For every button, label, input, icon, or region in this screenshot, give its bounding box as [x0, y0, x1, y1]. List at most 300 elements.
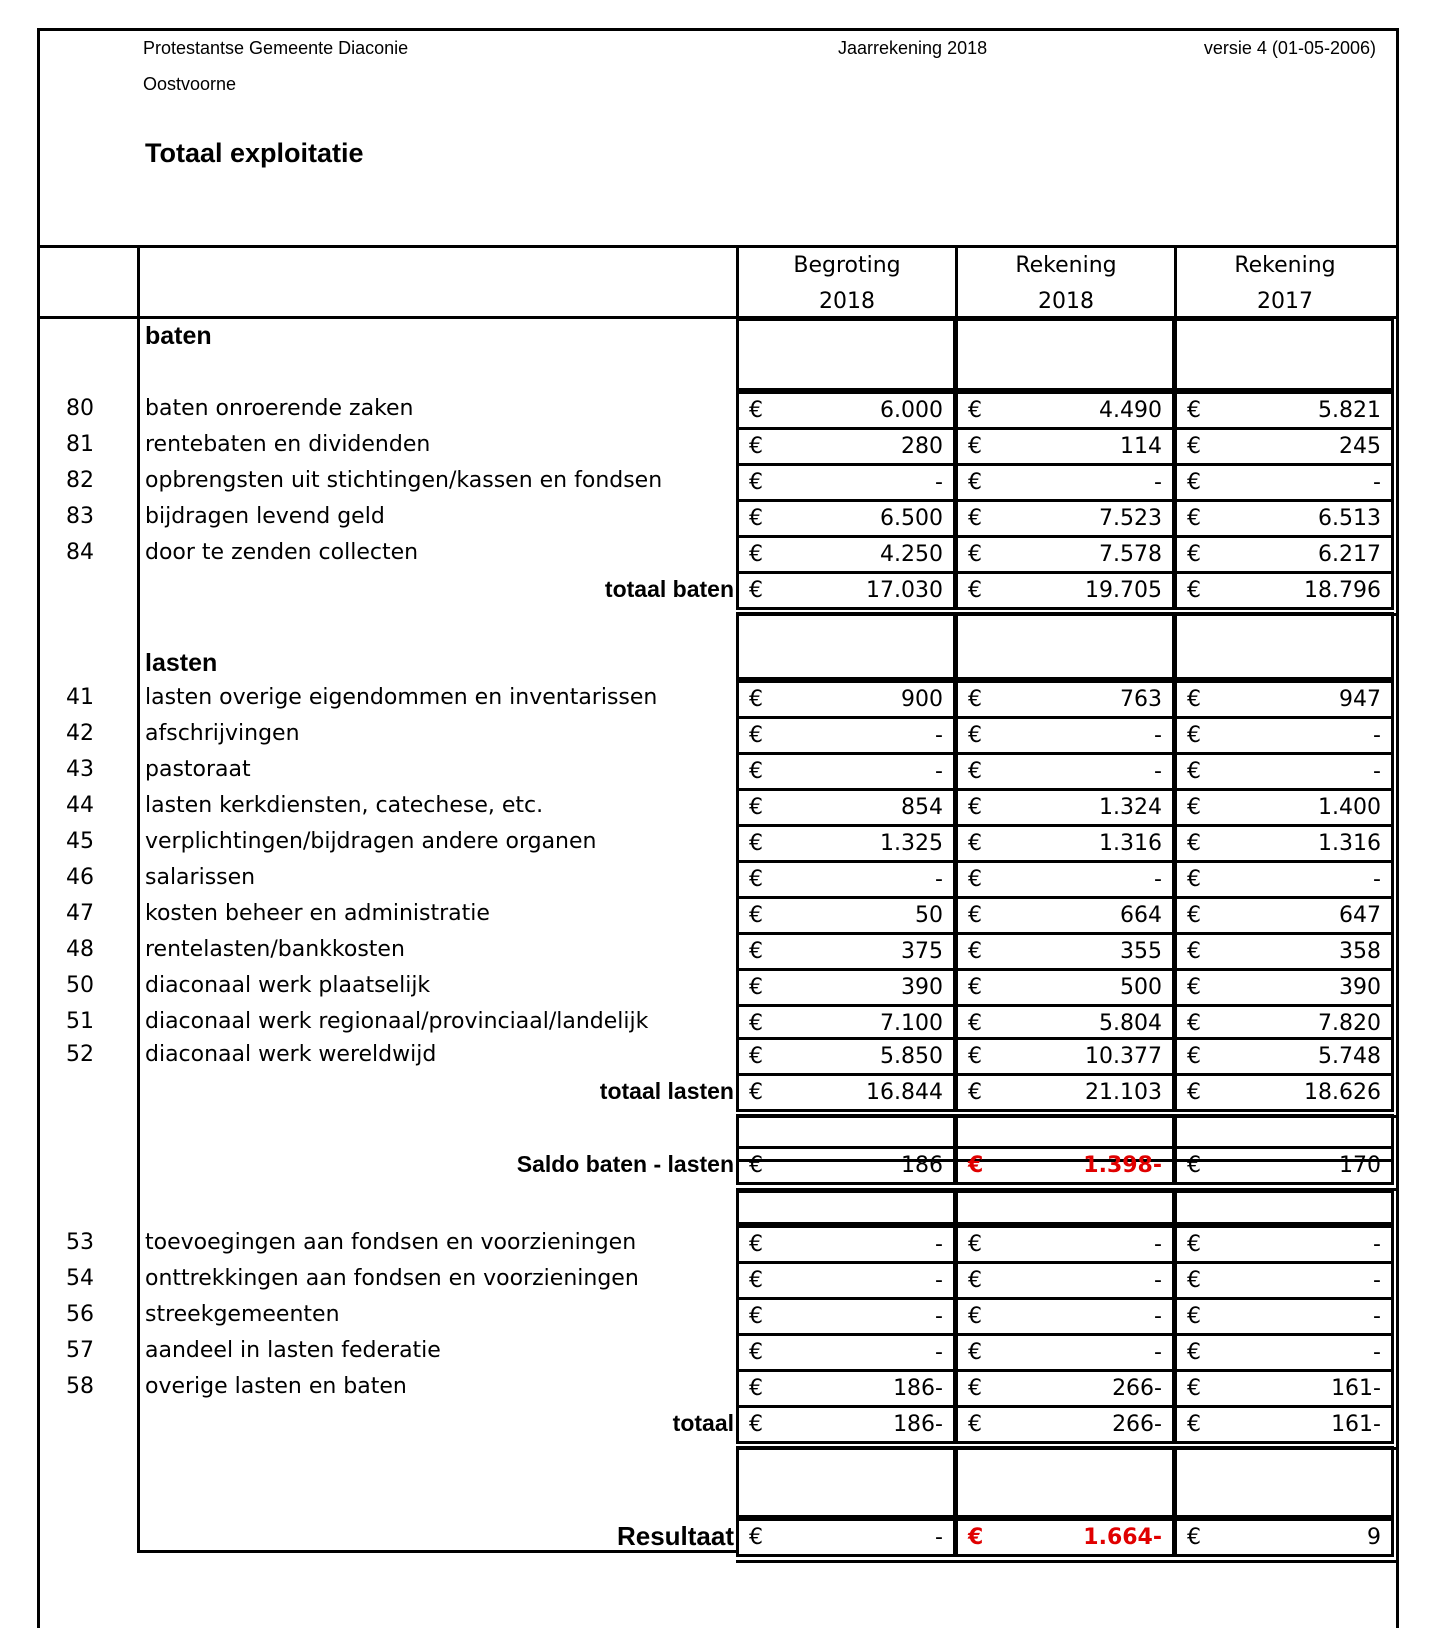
- row-description: opbrengsten uit stichtingen/kassen en fondsen: [145, 468, 663, 493]
- total-row: [0, 571, 1434, 607]
- row-description: pastoraat: [145, 757, 251, 782]
- row-description: rentebaten en dividenden: [145, 432, 431, 457]
- amount: -: [1154, 723, 1162, 748]
- value-cell: [736, 752, 956, 788]
- euro-sign: €: [1187, 1011, 1201, 1036]
- value-cell: [736, 896, 956, 932]
- euro-sign: €: [1187, 1525, 1201, 1550]
- table-row: [0, 1369, 1434, 1405]
- value-cell: [736, 1225, 956, 1261]
- row-code: 57: [66, 1338, 94, 1363]
- euro-sign: €: [968, 759, 982, 784]
- row-code: 46: [66, 865, 94, 890]
- amount: 1.400: [1318, 795, 1381, 820]
- value-cell: [736, 1004, 956, 1040]
- table-row: [0, 391, 1434, 427]
- row-description: door te zenden collecten: [145, 540, 419, 565]
- euro-sign: €: [968, 578, 982, 603]
- blank-cell: [736, 1190, 956, 1225]
- value-cell: [955, 716, 1175, 752]
- amount: -: [935, 1304, 943, 1329]
- value-cell: [1174, 535, 1394, 571]
- value-cell: [955, 499, 1175, 535]
- col-header-begroting: Begroting 2018: [793, 253, 901, 314]
- amount: 17.030: [866, 578, 943, 603]
- table-row: [0, 535, 1434, 571]
- row-description: diaconaal werk regionaal/provinciaal/landelijk: [145, 1009, 649, 1034]
- value-cell: [1174, 427, 1394, 463]
- table-row: [0, 752, 1434, 788]
- amount: 854: [901, 795, 943, 820]
- value-cell: [955, 1225, 1175, 1261]
- amount: 186-: [893, 1376, 943, 1401]
- amount: -: [935, 759, 943, 784]
- amount: 266-: [1112, 1376, 1162, 1401]
- euro-sign: €: [968, 723, 982, 748]
- euro-sign: €: [968, 470, 982, 495]
- value-cell: [1174, 1004, 1394, 1040]
- page-title: Totaal exploitatie: [145, 138, 364, 168]
- row-description: toevoegingen aan fondsen en voorzieningen: [145, 1230, 637, 1255]
- value-cell: [1174, 896, 1394, 932]
- amount: 390: [901, 975, 943, 1000]
- value-cell: [736, 680, 956, 716]
- euro-sign: €: [1187, 542, 1201, 567]
- value-cell: [736, 535, 956, 571]
- value-cell: [1174, 1369, 1394, 1405]
- value-cell: [736, 1146, 956, 1185]
- row-description: diaconaal werk wereldwijd: [145, 1042, 437, 1067]
- double-underline: [736, 1560, 1396, 1563]
- blank-cell: [736, 318, 956, 391]
- value-cell: [1174, 1146, 1394, 1185]
- org-name: Protestantse Gemeente Diaconie: [143, 38, 409, 58]
- row-description: baten onroerende zaken: [145, 396, 414, 421]
- amount: -: [935, 470, 943, 495]
- value-cell: [736, 1369, 956, 1405]
- value-cell: [736, 824, 956, 860]
- value-cell: [736, 1405, 956, 1444]
- value-cell: [955, 932, 1175, 968]
- euro-sign: €: [749, 939, 763, 964]
- table-row: [0, 463, 1434, 499]
- euro-sign: €: [749, 975, 763, 1000]
- col-header-rekening-2018: Rekening 2018: [1015, 253, 1117, 314]
- version-label: versie 4 (01-05-2006): [1203, 38, 1376, 58]
- value-cell: [1174, 1261, 1394, 1297]
- table-row: [0, 860, 1434, 896]
- amount: 900: [901, 687, 943, 712]
- euro-sign: €: [968, 1340, 982, 1365]
- euro-sign: €: [968, 1268, 982, 1293]
- euro-sign: €: [1187, 1044, 1201, 1069]
- blank-cell: [1174, 1446, 1394, 1518]
- euro-sign: €: [749, 1232, 763, 1257]
- euro-sign: €: [968, 795, 982, 820]
- row-description: bijdragen levend geld: [145, 504, 385, 529]
- amount: 647: [1339, 903, 1381, 928]
- amount: -: [935, 1340, 943, 1365]
- amount: 18.626: [1304, 1080, 1381, 1105]
- row-code: 47: [66, 901, 94, 926]
- value-cell: [1174, 968, 1394, 1004]
- row-code: 41: [66, 685, 94, 710]
- euro-sign: €: [968, 1232, 982, 1257]
- value-cell: [736, 716, 956, 752]
- value-cell: [1174, 788, 1394, 824]
- table-row: [0, 680, 1434, 716]
- euro-sign: €: [749, 542, 763, 567]
- euro-sign: €: [1187, 1153, 1201, 1178]
- amount: -: [935, 1232, 943, 1257]
- euro-sign: €: [968, 398, 982, 423]
- value-cell: [1174, 1037, 1394, 1073]
- table-row: [0, 1037, 1434, 1073]
- table-row: [0, 1297, 1434, 1333]
- euro-sign: €: [968, 1011, 982, 1036]
- euro-sign: €: [968, 1044, 982, 1069]
- row-description: overige lasten en baten: [145, 1374, 407, 1399]
- row-description: kosten beheer en administratie: [145, 901, 490, 926]
- amount: 1.398-: [1083, 1153, 1162, 1178]
- document-name: Jaarrekening 2018: [838, 38, 988, 58]
- euro-sign: €: [1187, 795, 1201, 820]
- euro-sign: €: [749, 470, 763, 495]
- euro-sign: €: [968, 867, 982, 892]
- amount: -: [1373, 1268, 1381, 1293]
- value-cell: [955, 463, 1175, 499]
- row-description: verplichtingen/bijdragen andere organen: [145, 829, 597, 854]
- euro-sign: €: [968, 506, 982, 531]
- euro-sign: €: [749, 723, 763, 748]
- value-cell: [1174, 1073, 1394, 1112]
- value-cell: [955, 1261, 1175, 1297]
- value-cell: [955, 571, 1175, 610]
- value-cell: [736, 1518, 956, 1557]
- value-cell: [736, 463, 956, 499]
- euro-sign: €: [1187, 759, 1201, 784]
- euro-sign: €: [968, 1376, 982, 1401]
- value-cell: [955, 1405, 1175, 1444]
- value-cell: [955, 1297, 1175, 1333]
- amount: 18.796: [1304, 578, 1381, 603]
- value-cell: [955, 1518, 1175, 1557]
- euro-sign: €: [1187, 1304, 1201, 1329]
- amount: 355: [1120, 939, 1162, 964]
- value-cell: [955, 1369, 1175, 1405]
- value-cell: [736, 391, 956, 427]
- amount: 245: [1339, 434, 1381, 459]
- euro-sign: €: [1187, 1080, 1201, 1105]
- value-cell: [736, 1333, 956, 1369]
- euro-sign: €: [749, 1304, 763, 1329]
- blank-cell: [955, 612, 1175, 680]
- value-cell: [1174, 499, 1394, 535]
- value-cell: [736, 1261, 956, 1297]
- value-cell: [1174, 463, 1394, 499]
- row-code: 81: [66, 432, 94, 457]
- blank-cell: [1174, 612, 1394, 680]
- value-cell: [736, 1073, 956, 1112]
- total-row: [0, 1405, 1434, 1441]
- row-code: 44: [66, 793, 94, 818]
- amount: 763: [1120, 687, 1162, 712]
- blank-cell: [955, 1190, 1175, 1225]
- euro-sign: €: [1187, 687, 1201, 712]
- row-description: diaconaal werk plaatselijk: [145, 973, 431, 998]
- row-code: 82: [66, 468, 94, 493]
- euro-sign: €: [1187, 578, 1201, 603]
- row-code: 54: [66, 1266, 94, 1291]
- euro-sign: €: [968, 1525, 984, 1550]
- value-cell: [1174, 391, 1394, 427]
- amount: 4.490: [1099, 398, 1162, 423]
- amount: -: [935, 723, 943, 748]
- euro-sign: €: [1187, 903, 1201, 928]
- amount: 1.316: [1099, 831, 1162, 856]
- value-cell: [736, 571, 956, 610]
- euro-sign: €: [1187, 470, 1201, 495]
- row-description: streekgemeenten: [145, 1302, 340, 1327]
- row-code: 84: [66, 540, 94, 565]
- euro-sign: €: [968, 831, 982, 856]
- amount: -: [1373, 1304, 1381, 1329]
- amount: -: [1373, 723, 1381, 748]
- amount: 6.000: [880, 398, 943, 423]
- euro-sign: €: [749, 1044, 763, 1069]
- table-row: [0, 788, 1434, 824]
- row-code: 45: [66, 829, 94, 854]
- table-row: [0, 1333, 1434, 1369]
- value-cell: [955, 680, 1175, 716]
- row-code: 50: [66, 973, 94, 998]
- row-description: onttrekkingen aan fondsen en voorzieningen: [145, 1266, 639, 1291]
- amount: -: [1154, 1304, 1162, 1329]
- euro-sign: €: [1187, 398, 1201, 423]
- euro-sign: €: [1187, 723, 1201, 748]
- amount: 7.578: [1099, 542, 1162, 567]
- euro-sign: €: [968, 542, 982, 567]
- value-cell: [736, 860, 956, 896]
- place-name: Oostvoorne: [143, 74, 237, 94]
- euro-sign: €: [749, 1340, 763, 1365]
- value-cell: [1174, 860, 1394, 896]
- row-description: salarissen: [145, 865, 256, 890]
- value-cell: [955, 968, 1175, 1004]
- value-cell: [736, 968, 956, 1004]
- total-label: Resultaat: [616, 1521, 734, 1551]
- table-row: [0, 1261, 1434, 1297]
- euro-sign: €: [1187, 506, 1201, 531]
- value-cell: [1174, 716, 1394, 752]
- amount: 280: [901, 434, 943, 459]
- row-code: 48: [66, 937, 94, 962]
- row-code: 83: [66, 504, 94, 529]
- value-cell: [1174, 1405, 1394, 1444]
- amount: 9: [1367, 1525, 1381, 1550]
- amount: 50: [915, 903, 943, 928]
- euro-sign: €: [749, 578, 763, 603]
- section-label: baten: [145, 322, 212, 350]
- value-cell: [736, 788, 956, 824]
- amount: 1.325: [880, 831, 943, 856]
- table-row: [0, 427, 1434, 463]
- blank-cell: [736, 1446, 956, 1518]
- row-code: 51: [66, 1009, 94, 1034]
- amount: 947: [1339, 687, 1381, 712]
- value-cell: [736, 932, 956, 968]
- value-cell: [955, 427, 1175, 463]
- amount: -: [1373, 1232, 1381, 1257]
- amount: 10.377: [1085, 1044, 1162, 1069]
- euro-sign: €: [749, 1153, 763, 1178]
- table-row: [0, 1004, 1434, 1040]
- amount: 1.316: [1318, 831, 1381, 856]
- amount: 664: [1120, 903, 1162, 928]
- col-header-rekening-2017: Rekening 2017: [1234, 253, 1336, 314]
- blank-cell: [1174, 318, 1394, 391]
- euro-sign: €: [749, 1412, 763, 1437]
- amount: 7.100: [880, 1011, 943, 1036]
- amount: -: [1154, 1340, 1162, 1365]
- amount: -: [1154, 470, 1162, 495]
- value-cell: [955, 824, 1175, 860]
- table-row: [0, 968, 1434, 1004]
- amount: -: [1154, 867, 1162, 892]
- table-row: [0, 1225, 1434, 1261]
- euro-sign: €: [749, 867, 763, 892]
- value-cell: [955, 391, 1175, 427]
- amount: -: [1373, 1340, 1381, 1365]
- amount: -: [935, 867, 943, 892]
- euro-sign: €: [749, 434, 763, 459]
- blank-cell: [1174, 1190, 1394, 1225]
- row-description: lasten overige eigendommen en inventarissen: [145, 685, 658, 710]
- value-cell: [1174, 1518, 1394, 1557]
- value-cell: [736, 427, 956, 463]
- row-description: aandeel in lasten federatie: [145, 1338, 441, 1363]
- blank-cell: [736, 612, 956, 680]
- table-row: [0, 716, 1434, 752]
- value-cell: [955, 1073, 1175, 1112]
- total-label: totaal: [672, 1410, 734, 1436]
- euro-sign: €: [749, 1376, 763, 1401]
- amount: 161-: [1331, 1376, 1381, 1401]
- euro-sign: €: [749, 398, 763, 423]
- euro-sign: €: [1187, 867, 1201, 892]
- amount: 5.821: [1318, 398, 1381, 423]
- amount: 7.523: [1099, 506, 1162, 531]
- amount: 6.217: [1318, 542, 1381, 567]
- amount: 186-: [893, 1412, 943, 1437]
- row-description: rentelasten/bankkosten: [145, 937, 405, 962]
- amount: 19.705: [1085, 578, 1162, 603]
- amount: 375: [901, 939, 943, 964]
- value-cell: [1174, 1225, 1394, 1261]
- value-cell: [955, 860, 1175, 896]
- total-row: [0, 1073, 1434, 1109]
- value-cell: [955, 1146, 1175, 1185]
- euro-sign: €: [1187, 1376, 1201, 1401]
- total-label: totaal baten: [604, 576, 734, 602]
- value-cell: [955, 1004, 1175, 1040]
- euro-sign: €: [968, 687, 982, 712]
- amount: 5.804: [1099, 1011, 1162, 1036]
- euro-sign: €: [749, 1525, 763, 1550]
- table-row: [0, 824, 1434, 860]
- euro-sign: €: [749, 1011, 763, 1036]
- amount: -: [1154, 1232, 1162, 1257]
- euro-sign: €: [1187, 939, 1201, 964]
- row-code: 53: [66, 1230, 94, 1255]
- value-cell: [1174, 752, 1394, 788]
- value-cell: [1174, 1297, 1394, 1333]
- total-row: [0, 1146, 1434, 1182]
- value-cell: [1174, 1333, 1394, 1369]
- value-cell: [1174, 680, 1394, 716]
- value-cell: [955, 752, 1175, 788]
- amount: 390: [1339, 975, 1381, 1000]
- euro-sign: €: [968, 939, 982, 964]
- value-cell: [1174, 932, 1394, 968]
- value-cell: [1174, 571, 1394, 610]
- euro-sign: €: [968, 1412, 982, 1437]
- euro-sign: €: [749, 903, 763, 928]
- amount: -: [1373, 470, 1381, 495]
- value-cell: [955, 535, 1175, 571]
- value-cell: [955, 1037, 1175, 1073]
- euro-sign: €: [968, 434, 982, 459]
- amount: 170: [1339, 1153, 1381, 1178]
- amount: 6.500: [880, 506, 943, 531]
- row-code: 56: [66, 1302, 94, 1327]
- amount: -: [935, 1525, 943, 1550]
- amount: 21.103: [1085, 1080, 1162, 1105]
- amount: 114: [1120, 434, 1162, 459]
- euro-sign: €: [968, 903, 982, 928]
- euro-sign: €: [968, 1153, 984, 1178]
- row-code: 43: [66, 757, 94, 782]
- table-row: [0, 896, 1434, 932]
- table-row: [0, 499, 1434, 535]
- amount: 7.820: [1318, 1011, 1381, 1036]
- amount: 1.324: [1099, 795, 1162, 820]
- total-label: Saldo baten - lasten: [516, 1151, 734, 1177]
- euro-sign: €: [968, 1304, 982, 1329]
- amount: 16.844: [866, 1080, 943, 1105]
- total-label: totaal lasten: [599, 1078, 734, 1104]
- amount: 5.850: [880, 1044, 943, 1069]
- total-row: [0, 1518, 1434, 1554]
- euro-sign: €: [1187, 1340, 1201, 1365]
- row-code: 58: [66, 1374, 94, 1399]
- row-description: afschrijvingen: [145, 721, 300, 746]
- amount: 5.748: [1318, 1044, 1381, 1069]
- euro-sign: €: [749, 687, 763, 712]
- euro-sign: €: [1187, 975, 1201, 1000]
- section-label: lasten: [145, 649, 218, 677]
- amount: 358: [1339, 939, 1381, 964]
- euro-sign: €: [749, 759, 763, 784]
- amount: 266-: [1112, 1412, 1162, 1437]
- value-cell: [955, 788, 1175, 824]
- amount: 500: [1120, 975, 1162, 1000]
- amount: -: [1373, 759, 1381, 784]
- row-code: 52: [66, 1042, 94, 1067]
- row-code: 42: [66, 721, 94, 746]
- euro-sign: €: [1187, 831, 1201, 856]
- amount: -: [935, 1268, 943, 1293]
